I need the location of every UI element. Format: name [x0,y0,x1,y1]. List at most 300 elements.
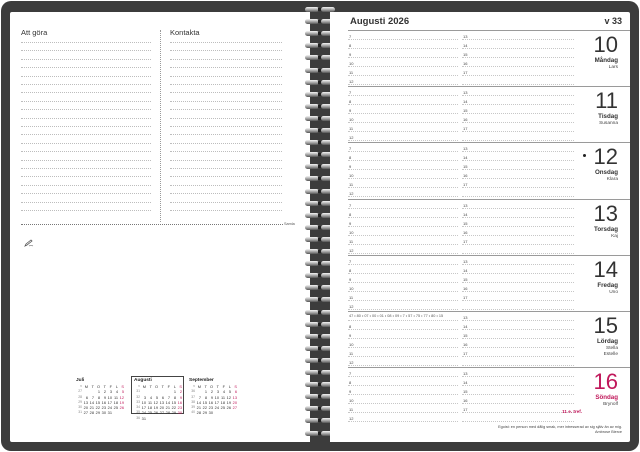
date-cell: 26 [226,405,231,411]
hour-line[interactable] [462,376,574,377]
contact-line[interactable] [170,92,282,93]
date-cell: 1 [204,389,207,395]
todo-line[interactable] [21,202,151,203]
hour-line[interactable] [348,385,458,386]
date-cell: 7 [198,394,201,400]
date-cell: 11 [147,399,152,405]
contact-line[interactable] [170,168,282,169]
hour-label: 14 [463,267,468,273]
hour-line[interactable] [348,253,458,254]
hour-label: 7 [349,90,352,96]
date-cell: 29 [171,410,176,416]
hour-label: 17 [463,407,468,413]
hour-label: 10 [349,173,354,179]
week-number-cell: v [80,384,82,388]
date-cell: S [234,384,237,389]
hour-label: 10 [349,342,354,347]
hour-line[interactable] [348,196,458,197]
hour-line[interactable] [462,104,574,105]
hour-line[interactable] [462,385,574,386]
mini-calendar-week [76,410,124,415]
contact-line[interactable] [170,109,282,110]
hour-line[interactable] [462,208,574,209]
mini-calendar-title: Juli [76,378,85,383]
hour-line[interactable] [348,338,458,339]
hour-label: 12 [349,79,354,84]
date-cell: 6 [161,394,164,400]
hour-label: 7 [349,371,352,377]
todo-line[interactable] [21,151,151,152]
hour-label: 7 [349,258,352,264]
hour-line[interactable] [348,421,458,422]
date-cell: 10 [141,399,146,405]
date-cell: M [197,384,201,389]
hour-label: 16 [463,229,468,235]
contact-line[interactable] [170,118,282,119]
date-cell: 6 [234,389,237,395]
hour-label: 10 [349,398,354,404]
footer-label: Samla [284,222,295,226]
name-day: Stella Estelle [603,346,618,357]
weekday-name: Onsdag [594,169,618,177]
hour-label: 8 [349,211,352,217]
date-cell: 3 [216,389,219,395]
contact-line[interactable] [170,101,282,102]
hour-line[interactable] [348,291,458,292]
contacts-heading: Kontakta [170,28,200,37]
contact-line[interactable] [170,126,282,127]
contact-line[interactable] [170,50,282,51]
hour-line[interactable] [462,394,574,395]
date-cell: T [91,384,94,389]
todo-line[interactable] [21,109,151,110]
hour-label: 7 [349,202,352,208]
hour-label: 11 [349,126,354,132]
hour-line[interactable] [348,309,458,310]
hour-line[interactable] [348,226,458,227]
contact-line[interactable] [170,134,282,135]
name-day: Uno [609,289,618,295]
hour-line[interactable] [348,273,458,274]
contact-line[interactable] [170,76,282,77]
hour-line[interactable] [348,329,458,330]
week-number-cell: 38 [191,399,195,404]
date-cell [176,416,182,421]
date-cell: 10 [107,394,112,400]
date-cell: 25 [147,410,152,416]
day-separator [348,311,630,312]
hour-label: 13 [463,90,468,96]
day-block-10[interactable] [330,30,630,86]
hour-line[interactable] [462,48,574,49]
hour-line[interactable] [348,264,458,265]
date-cell: 4 [222,389,225,395]
todo-line[interactable] [21,67,151,68]
todo-line[interactable] [21,193,151,194]
date-cell: 1 [97,389,100,395]
todo-line[interactable] [21,134,151,135]
date-cell: M [142,384,146,389]
date-cell: 26 [119,405,124,411]
date-cell: F [109,384,112,389]
hour-line[interactable] [462,282,574,283]
todo-line[interactable] [21,210,151,211]
day-block-12[interactable] [330,142,630,198]
hour-label: 15 [463,220,468,226]
hour-line[interactable] [348,217,458,218]
hour-label: 11 [349,182,354,188]
week-number-cell: 35 [136,410,140,415]
todo-line[interactable] [21,50,151,51]
hour-label: 14 [463,99,468,105]
hour-label: 15 [463,333,468,338]
date-cell: 28 [165,410,170,416]
hour-line[interactable] [348,39,458,40]
hour-label: 14 [463,211,468,217]
hour-line[interactable] [462,122,574,123]
hour-label: 16 [463,398,468,404]
date-cell: 2 [103,389,106,395]
hour-line[interactable] [348,394,458,395]
hour-line[interactable] [348,169,458,170]
date-cell: 8 [97,394,100,400]
hour-label: 9 [349,108,352,114]
hour-line[interactable] [348,244,458,245]
week-number-cell: 40 [191,410,195,415]
todo-line[interactable] [21,160,151,161]
date-cell: 17 [141,405,146,411]
day-separator [348,367,630,368]
todo-line[interactable] [21,76,151,77]
hour-label: 17 [463,126,468,132]
date-cell: 31 [107,410,112,416]
day-block-14[interactable] [330,255,630,311]
day-number: 14 [593,256,618,282]
hour-line[interactable] [462,356,574,357]
date-cell: 20 [232,399,237,405]
week-number-cell: 29 [78,399,82,404]
hour-line[interactable] [348,403,458,404]
date-cell: T [216,384,219,389]
hour-label: 12 [349,191,354,197]
date-cell: 1 [173,389,176,395]
column-divider [160,30,161,222]
hour-line[interactable] [348,131,458,132]
hour-line[interactable] [462,169,574,170]
hour-line[interactable] [462,95,574,96]
date-cell: 25 [113,405,118,411]
hour-line[interactable] [462,320,574,321]
hour-line[interactable] [348,356,458,357]
todo-line[interactable] [21,168,151,169]
hour-line[interactable] [462,178,574,179]
hour-line[interactable] [462,338,574,339]
todo-line[interactable] [21,176,151,177]
date-cell: 22 [95,405,100,411]
hour-line[interactable] [348,412,458,413]
hour-line[interactable] [462,226,574,227]
date-cell: L [228,384,231,389]
day-block-15[interactable] [330,311,630,367]
quote-author: Ambrose Bierce [594,430,622,434]
hour-line[interactable] [348,365,458,366]
day-number: 16 [593,369,618,395]
hour-line[interactable] [462,39,574,40]
contact-line[interactable] [170,151,282,152]
todo-line[interactable] [21,59,151,60]
week-number-cell: 37 [191,394,195,399]
contact-line[interactable] [170,143,282,144]
hour-line[interactable] [462,113,574,114]
date-cell: 18 [147,405,152,411]
hour-line[interactable] [462,131,574,132]
hour-line[interactable] [348,95,458,96]
hour-line[interactable] [348,187,458,188]
date-cell: 19 [226,399,231,405]
weekday-name: Lördag [597,338,618,345]
hour-line[interactable] [462,412,574,413]
contact-line[interactable] [170,67,282,68]
hour-label: 11 [349,238,354,244]
date-cell: 30 [177,410,182,416]
hour-line[interactable] [462,217,574,218]
day-number: 11 [595,88,618,114]
hour-line[interactable] [462,84,574,85]
hour-label: 17 [463,182,468,188]
hour-label: 16 [463,342,468,347]
date-cell: L [173,384,176,389]
date-cell: 28 [89,410,94,416]
quote-text: Egoist: en person med dålig smak, mer intresserad av sig själv än av mig. [498,425,622,429]
hour-line[interactable] [348,300,458,301]
hour-label: 7 [349,146,352,152]
mini-calendar-week [134,416,182,421]
hour-line[interactable] [462,300,574,301]
hour-label: 8 [349,324,352,329]
hour-line[interactable] [462,329,574,330]
hour-label: 13 [463,202,468,208]
hour-label: 16 [463,61,468,66]
hour-line[interactable] [348,282,458,283]
hour-label: 12 [349,360,354,365]
week-number-cell: v [138,384,140,388]
hour-line[interactable] [348,113,458,114]
name-day: Kaj [611,233,618,239]
todo-line[interactable] [21,42,151,43]
week-number-cell: 32 [136,394,140,399]
hour-line[interactable] [348,235,458,236]
date-cell: M [84,384,88,389]
hour-line[interactable] [348,347,458,348]
date-cell: 30 [101,410,106,416]
day-block-13[interactable] [330,199,630,255]
hour-label: 9 [349,276,352,282]
contact-line[interactable] [170,59,282,60]
date-cell: 3 [143,394,146,400]
hour-line[interactable] [462,235,574,236]
hour-label: 9 [349,333,352,338]
hour-line[interactable] [462,151,574,152]
hour-label: 13 [463,315,468,320]
date-cell: 7 [91,394,94,400]
hour-line[interactable] [462,347,574,348]
date-cell [118,410,124,415]
date-cell: 3 [109,389,112,395]
todo-line[interactable] [21,118,151,119]
contact-line[interactable] [170,42,282,43]
date-cell: 10 [214,394,219,400]
todo-line[interactable] [21,126,151,127]
hour-label: 13 [463,258,468,264]
date-cell: T [204,384,207,389]
date-cell: 9 [103,394,106,400]
week-number-cell: 39 [191,405,195,410]
hour-label: 10 [349,229,354,235]
hour-line[interactable] [348,160,458,161]
hour-line[interactable] [348,140,458,141]
hour-line[interactable] [348,376,458,377]
hour-line[interactable] [348,57,458,58]
hour-line[interactable] [462,365,574,366]
hour-label: 17 [463,238,468,244]
hour-label: 14 [463,155,468,161]
mini-calendar-september [189,378,237,416]
contact-line[interactable] [170,185,282,186]
hour-line[interactable] [348,66,458,67]
contact-line[interactable] [170,193,282,194]
date-cell: 21 [196,405,201,411]
hour-line[interactable] [348,122,458,123]
hour-label: 9 [349,389,352,395]
hour-label: 10 [349,61,354,66]
date-cell: 29 [202,410,207,416]
hour-line[interactable] [462,196,574,197]
hour-line[interactable] [348,75,458,76]
date-cell: 14 [196,399,201,405]
contact-line[interactable] [170,176,282,177]
hour-line[interactable] [348,48,458,49]
hour-line[interactable] [462,421,574,422]
hour-line[interactable] [462,309,574,310]
hour-line[interactable] [462,140,574,141]
sunday-event: 11 e. tref. [562,409,582,415]
day-number: 15 [593,313,618,338]
day-separator [348,199,630,200]
hour-line[interactable] [462,403,574,404]
saturday-number-line: 47 • 80 • 07 • 00 • 01 • 08 • 09 • 7 • 57 • 75 • 77 • 80 • 15 [349,314,444,318]
hour-line[interactable] [462,291,574,292]
todo-line[interactable] [21,84,151,85]
date-cell: 16 [177,399,182,405]
date-cell: O [96,384,100,389]
hour-label: 8 [349,380,352,386]
date-cell: 27 [159,410,164,416]
hour-line[interactable] [462,160,574,161]
todo-line[interactable] [21,185,151,186]
day-block-16[interactable] [330,367,630,423]
hour-line[interactable] [462,273,574,274]
footer-divider [21,224,283,225]
mini-calendar-week [189,410,237,415]
hour-line[interactable] [462,66,574,67]
hour-label: 13 [463,371,468,377]
date-cell: 17 [107,399,112,405]
date-cell: 16 [208,399,213,405]
name-day: Klara [606,177,618,183]
hour-label: 15 [463,276,468,282]
date-cell: 23 [208,405,213,411]
todo-line[interactable] [21,101,151,102]
new-moon-icon [583,154,586,157]
hour-label: 8 [349,155,352,161]
hour-line[interactable] [462,244,574,245]
hour-line[interactable] [348,151,458,152]
name-day: Brynolf [603,402,618,408]
contact-line[interactable] [170,210,282,211]
mini-calendar-august [134,378,182,421]
date-cell: 12 [226,394,231,400]
contact-line[interactable] [170,84,282,85]
date-cell: 17 [214,399,219,405]
todo-line[interactable] [21,92,151,93]
hour-label: 17 [463,294,468,300]
day-block-11[interactable] [330,86,630,142]
date-cell: 11 [220,394,225,400]
contact-line[interactable] [170,160,282,161]
weekday-name: Fredag [597,281,618,289]
date-cell: 18 [220,399,225,405]
hour-label: 15 [463,164,468,170]
hour-line[interactable] [462,57,574,58]
hour-line[interactable] [462,253,574,254]
date-cell: 21 [89,405,94,411]
hour-line[interactable] [348,208,458,209]
hour-line[interactable] [348,178,458,179]
mini-calendar-title: Augusti [134,378,152,383]
hour-line[interactable] [462,264,574,265]
date-cell: 2 [179,389,182,395]
date-cell: 19 [119,399,124,405]
date-cell: 20 [159,405,164,411]
hour-label: 12 [349,247,354,253]
hour-line[interactable] [348,84,458,85]
date-cell: 20 [83,405,88,411]
week-number-cell: 30 [78,405,82,410]
date-cell: 22 [202,405,207,411]
date-cell [231,410,237,415]
date-cell: 30 [208,410,213,416]
hour-label: 8 [349,43,352,48]
hour-line[interactable] [462,187,574,188]
date-cell: 13 [232,394,237,400]
date-cell: 22 [171,405,176,411]
date-cell: T [149,384,152,389]
mini-calendar-july [76,378,124,416]
hour-line[interactable] [348,104,458,105]
hour-label: 15 [463,389,468,395]
week-number-cell: 34 [136,405,140,410]
date-cell: 14 [89,399,94,405]
hour-line[interactable] [348,320,458,321]
hour-line[interactable] [462,75,574,76]
day-number: 10 [593,32,618,57]
hour-label: 12 [349,135,354,141]
date-cell: 13 [83,399,88,405]
todo-line[interactable] [21,143,151,144]
week-number: v 33 [604,16,622,26]
weekday-name: Torsdag [594,225,618,233]
contact-line[interactable] [170,202,282,203]
